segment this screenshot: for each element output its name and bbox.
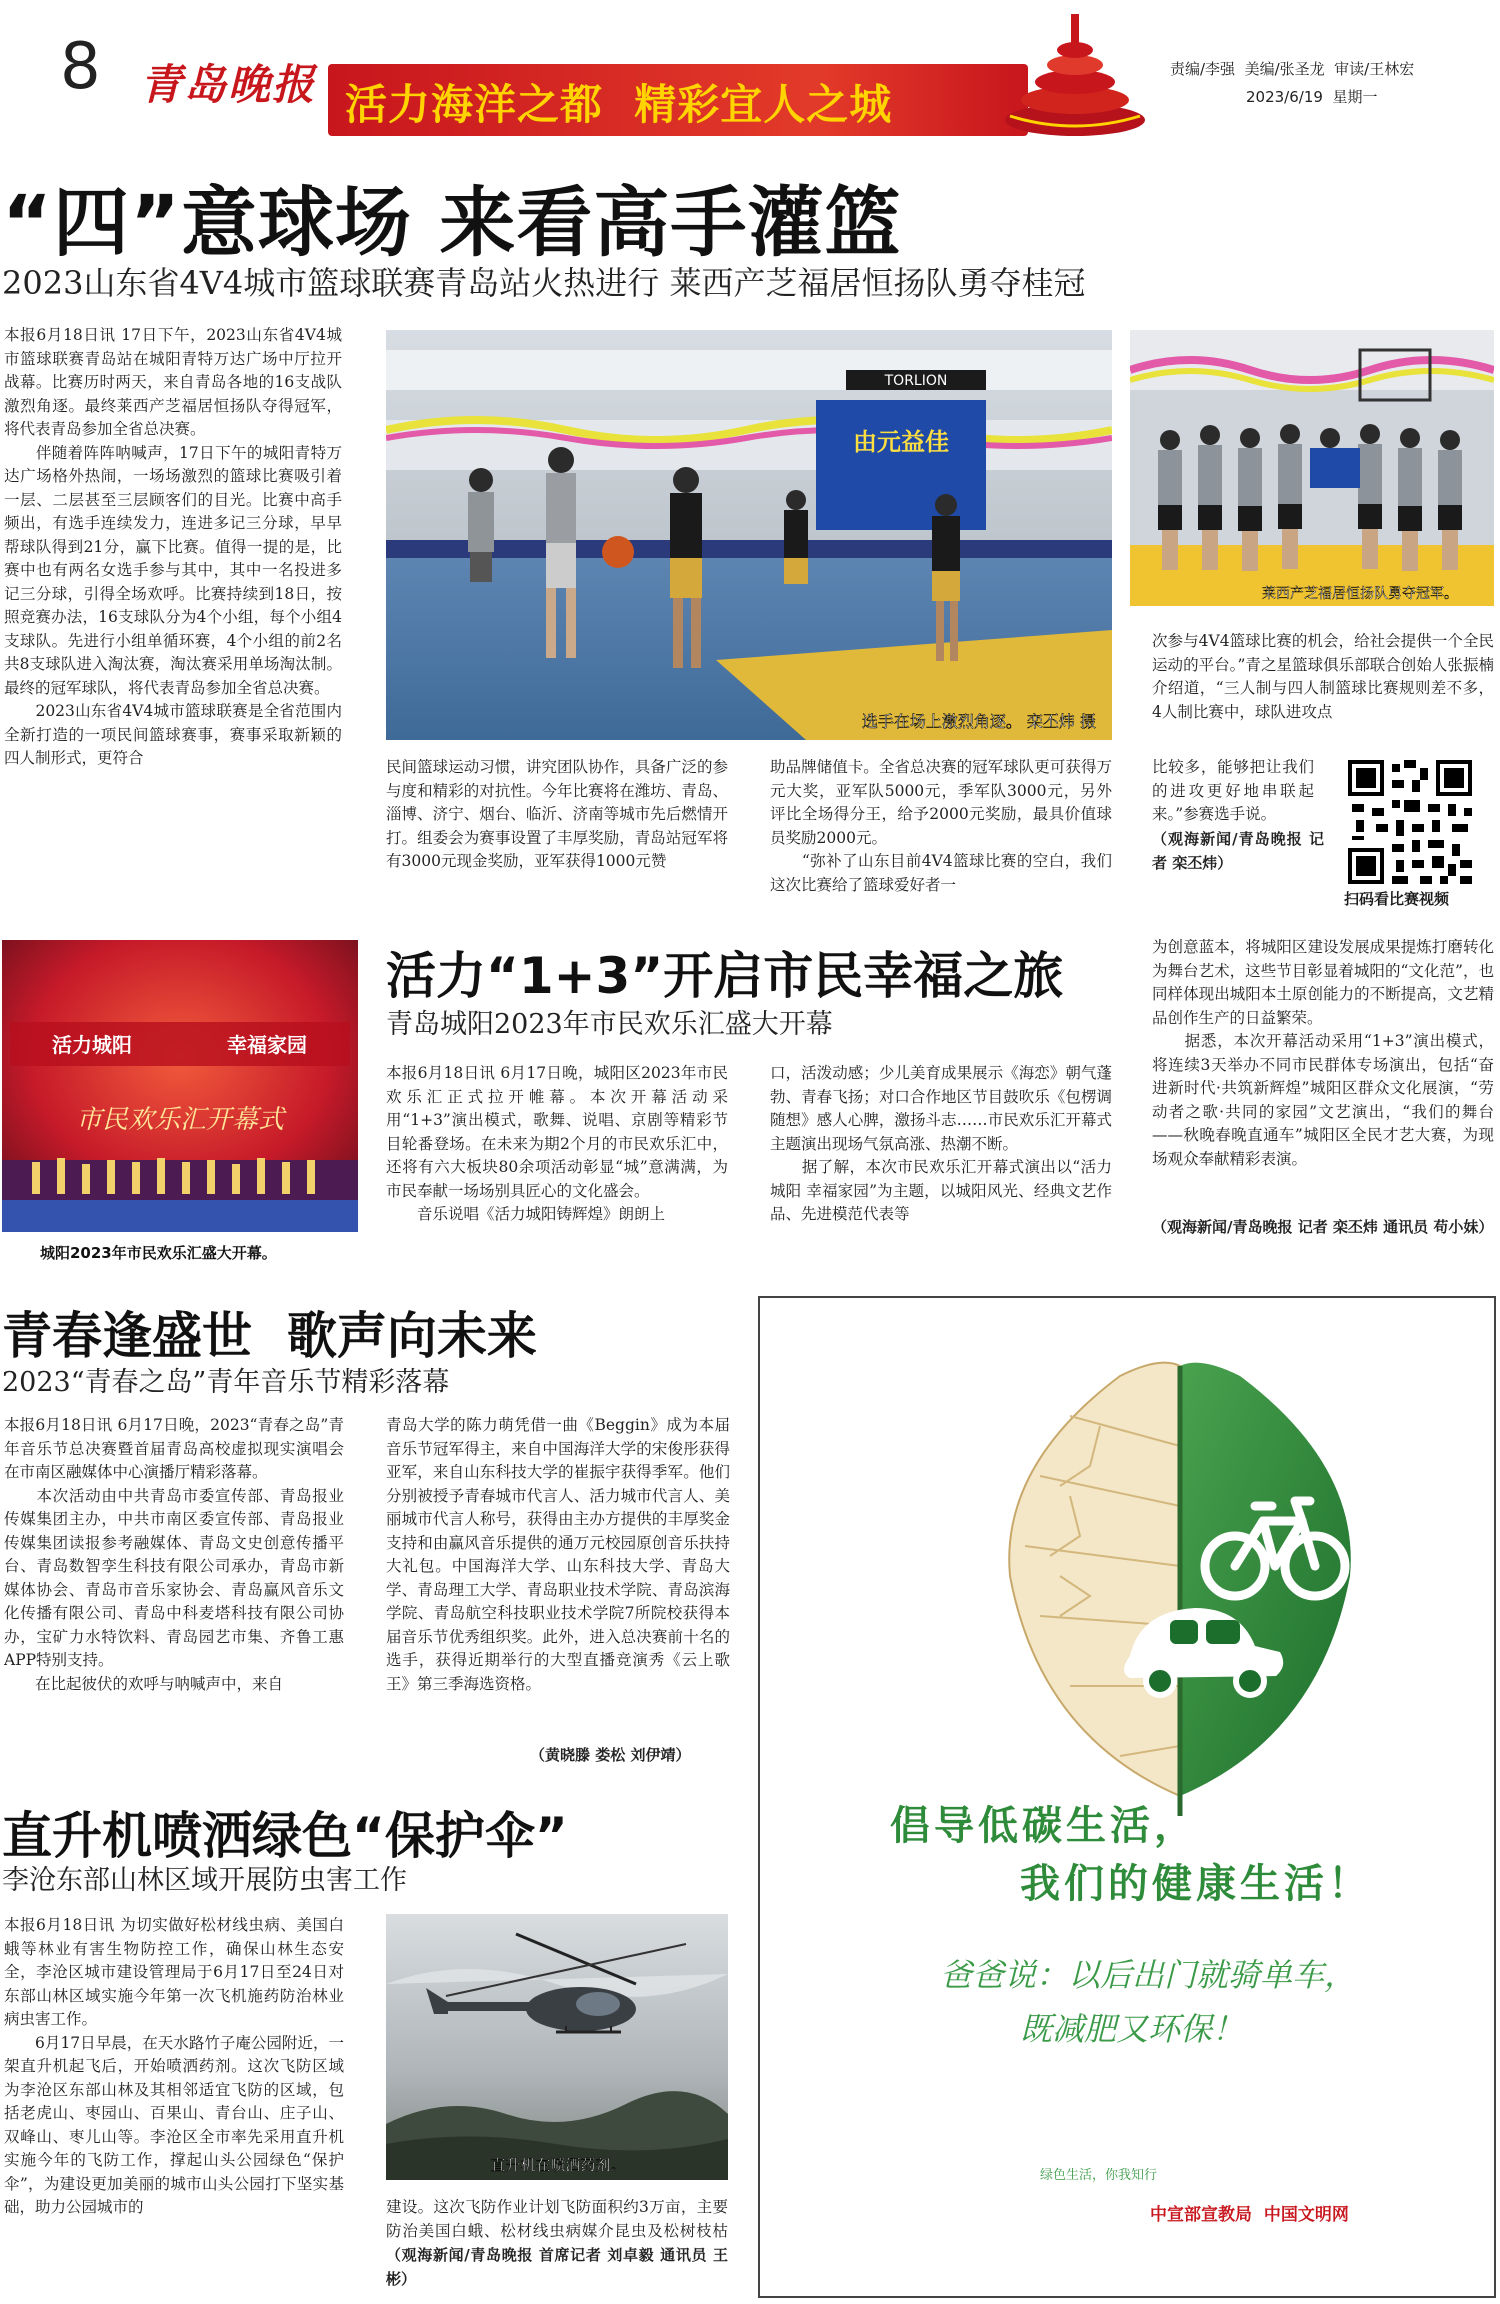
story1-column-1: 本报6月18日讯 17日下午，2023山东省4V4城市篮球联赛青岛站在城阳青特万达广场中厅拉开战幕。比赛历时两天，来自青岛各地的16支战队激烈角逐。最终莱西产芝福居恒扬队夺得冠军，将代表青岛参加全省总决赛。 伴随着阵阵呐喊声，17日下午的城阳青特万达广场格外热闹，一场场激烈的篮球比赛吸引着一层、二层甚至三层顾客们的目光。比赛中高手频出，有选手连续发力，连进多记三分球，早早帮球队得到21分，赢下比赛。值得一提的是，比赛中也有两名女选手参与其中，其中一名投进多记三分球，引得全场欢呼。比赛持续到18日，按照竞赛办法，16支球队分为4个小组，每个小组4支球队。先进行小组单循环赛，4个小组的前2名共8支球队进入淘汰赛，淘汰赛采用单场淘汰制。最终的冠军球队，将代表青岛参加全省总决赛。 2023山东省4V4城市篮球联赛是全省范围内全新打造的一项民间篮球赛事，赛事采取新颖的四人制形式，更符合	[4, 326, 342, 767]
story2-headline: 活力“1+3”开启市民幸福之旅	[386, 947, 1064, 1005]
paper-logo: 青岛晚报	[140, 60, 317, 109]
story2-photo-stage	[2, 940, 358, 1232]
story4-headline: 直升机喷洒绿色“保护伞”	[2, 1807, 568, 1865]
stage-banner-left: 活力城阳	[52, 1033, 132, 1057]
story1-column-4-top: 次参与4V4篮球比赛的机会，给社会提供一个全民运动的平台。”青之星篮球俱乐部联合创始人张振楠介绍道，“三人制与四人制篮球比赛规则差不多，4人制比赛中，球队进攻点	[1152, 632, 1494, 721]
qr-caption: 扫码看比赛视频	[1344, 890, 1450, 908]
story2-column-1: 本报6月18日讯 6月17日晚，城阳区2023年市民欢乐汇正式拉开帷幕。本次开幕活动采用“1+3”演出模式，歌舞、说唱、京剧等精彩节目轮番登场。在未来为期2个月的市民欢乐汇中，还将有六大板块80余项活动彰显“城”意满满，为市民奉献一场场别具匠心的文化盛会。 音乐说唱《活力城阳铸辉煌》朗朗上	[386, 1064, 728, 1223]
mall-banner-brand: TORLION	[884, 373, 948, 389]
team-photo-illustration	[1130, 330, 1494, 606]
psa-quote-line2: 既减肥又环保！	[1020, 2010, 1245, 2048]
psa-quote-line1: 爸爸说：以后出门就骑单车，	[940, 1956, 1357, 1994]
editors-line: 责编/李强 美编/张圣龙 审读/王林宏	[1170, 60, 1415, 78]
story2-subhead: 青岛城阳2023年市民欢乐汇盛大开幕	[386, 1009, 833, 1040]
helicopter-scene-illustration	[386, 1914, 728, 2180]
story2-column-2: 口，活泼动感；少儿美育成果展示《海恋》朝气蓬勃、青春飞扬；对口合作地区节目鼓吹乐《包楞调随想》感人心脾，激扬斗志……市民欢乐汇开幕式主题演出现场气氛高涨、热潮不断。 据了解，本次市民欢乐汇开幕式演出以“活力城阳 幸福家园”为主题，以城阳风光、经典文艺作品、先进模范代表等	[770, 1064, 1112, 1223]
story4-photo-helicopter	[386, 1914, 728, 2180]
psa-slogan-line2: 我们的健康生活！	[1020, 1861, 1372, 1907]
psa-publishers: 中宣部宣教局 中国文明网	[1150, 2205, 1349, 2225]
story1-headline: “四”意球场 来看高手灌篮	[2, 178, 902, 267]
story1-credit: （观海新闻/青岛晚报 记者 栾丕炜）	[1152, 830, 1324, 872]
qr-code-icon[interactable]	[1344, 756, 1476, 888]
helicopter-caption: 直升机在喷洒药剂。	[490, 2156, 626, 2174]
stage-banner-right: 幸福家园	[227, 1033, 307, 1057]
story3-subhead: 2023“青春之岛”青年音乐节精彩落幕	[2, 1367, 450, 1398]
story4-column-1: 本报6月18日讯 为切实做好松材线虫病、美国白蛾等林业有害生物防控工作，确保山林生态安全，李沧区城市建设管理局于6月17日至24日对东部山林区域实施今年第一次飞机施药防治林业病虫害工作。 6月17日早晨，在天水路竹子庵公园附近，一架直升机起飞后，开始喷洒药剂。这次飞防区域为李沧区东部山林及其相邻适宜飞防的区域，包括老虎山、枣园山、百果山、青台山、庄子山、双峰山、枣儿山等。李沧区全市率先采用直升机实施今年的飞防工作，撑起山头公园绿色“保护伞”，为建设更加美丽的城市山头公园打下坚实基础，助力公园城市的	[4, 1916, 344, 2216]
issue-date: 2023/6/19 星期一	[1246, 88, 1378, 106]
tower-logo-icon	[1000, 8, 1150, 136]
story2-column-3: 为创意蓝本，将城阳区建设发展成果提炼打磨转化为舞台艺术，这些节目彰显着城阳的“文化范”，也同样体现出城阳本土原创能力的不断提高，文艺精品创作生产的日益繁荣。 据悉，本次开幕活动采用“1+3”演出模式，将连续3天举办不同市民群体专场演出，包括“奋进新时代·共筑新辉煌”城阳区群众文化展演，“劳动者之歌·共同的家园”文艺演出，“我们的舞台——秋晚春晚直通车”城阳区全民才艺大赛，为现场观众奉献精彩表演。	[1152, 938, 1494, 1168]
psa-slogan-line1: 倡导低碳生活，	[890, 1803, 1198, 1849]
stage-scene-illustration	[2, 940, 358, 1232]
photo1-caption: 选手在场上激烈角逐。 栾丕炜 摄	[861, 712, 1096, 731]
photo2-caption: 莱西产芝福居恒扬队勇夺冠军。	[1262, 586, 1458, 602]
banner-slogan: 活力海洋之都 精彩宜人之城	[345, 80, 893, 129]
story3-column-2: 青岛大学的陈力萌凭借一曲《Beggin》成为本届音乐节冠军得主，来自中国海洋大学的宋俊彤获得亚军，来自山东科技大学的崔振宇获得季军。他们分别被授予青春城市代言人、活力城市代言人、美丽城市代言人称号，获得由主办方提供的丰厚奖金支持和由赢风音乐提供的通万元校园原创音乐扶持大礼包。中国海洋大学、山东科技大学、青岛大学、青岛理工大学、青岛职业技术学院、青岛滨海学院、青岛航空科技职业技术学院7所院校获得本届音乐节优秀组织奖。此外，进入总决赛前十名的选手，获得近期举行的大型直播竞演秀《云上歌王》第三季海选资格。	[386, 1416, 730, 1693]
story1-column-4-narrow: 比较多，能够把让我们的进攻更好地串联起来。”参赛选手说。	[1152, 758, 1314, 823]
mall-banner-sign: 由元益佳	[853, 428, 949, 456]
story3-headline: 青春逢盛世 歌声向未来	[2, 1307, 537, 1365]
story4-credit: （观海新闻/青岛晚报 首席记者 刘卓毅 通讯员 王彬）	[386, 2246, 728, 2288]
story4-column-2: 建设。这次飞防作业计划飞防面积约3万亩，主要防治美国白蛾、松材线虫病媒介昆虫及松树枝枯	[386, 2198, 728, 2240]
page-number: 8	[60, 30, 101, 104]
story2-credit: （观海新闻/青岛晚报 记者 栾丕炜 通讯员 苟小妹）	[1152, 1218, 1494, 1236]
stage-title: 市民欢乐汇开幕式	[75, 1105, 285, 1135]
story3-column-1: 本报6月18日讯 6月17日晚，2023“青春之岛”青年音乐节总决赛暨首届青岛高校虚拟现实演唱会在市南区融媒体中心演播厅精彩落幕。 本次活动由中共青岛市委宣传部、青岛报业传媒集团主办，中共市南区委宣传部、青岛报业传媒集团读报参考融媒体、青岛文史创意传播平台、青岛数智孪生科技有限公司承办，青岛市新媒体协会、青岛市音乐家协会、青岛赢风音乐文化传播有限公司、青岛中科麦塔科技有限公司协办，宝矿力水特饮料、青岛园艺市集、齐鲁工惠 APP特别支持。 在比起彼伏的欢呼与呐喊声中，来自	[4, 1416, 344, 1693]
story4-subhead: 李沧东部山林区域开展防虫害工作	[2, 1865, 407, 1896]
story3-credit: （黄晓滕 娄松 刘伊靖）	[530, 1746, 691, 1764]
story1-photo-team	[1130, 330, 1494, 606]
story2-photo-caption: 城阳2023年市民欢乐汇盛大开幕。	[40, 1244, 277, 1262]
story1-column-3: 助品牌储值卡。全省总决赛的冠军球队更可获得万元大奖，亚军队5000元，季军队3000元，另外评比全场得分王，给予2000元奖励，最具价值球员奖励2000元。 “弥补了山东目前4V4篮球比赛的空白，我们这次比赛给了篮球爱好者一	[770, 758, 1112, 894]
leaf-bicycle-illustration	[980, 1356, 1380, 1816]
psa-small-text: 绿色生活，你我知行	[1040, 2168, 1158, 2183]
story1-subhead: 2023山东省4V4城市篮球联赛青岛站火热进行 莱西产芝福居恒扬队勇夺桂冠	[2, 264, 1086, 302]
basketball-scene-illustration	[386, 330, 1112, 740]
story1-column-2: 民间篮球运动习惯，讲究团队协作，具备广泛的参与度和精彩的对抗性。今年比赛将在潍坊、青岛、淄博、济宁、烟台、临沂、济南等城市先后燃情开打。组委会为赛事设置了丰厚奖励，青岛站冠军将有3000元现金奖励，亚军获得1000元赞	[386, 758, 728, 870]
story1-photo-basketball	[386, 330, 1112, 740]
